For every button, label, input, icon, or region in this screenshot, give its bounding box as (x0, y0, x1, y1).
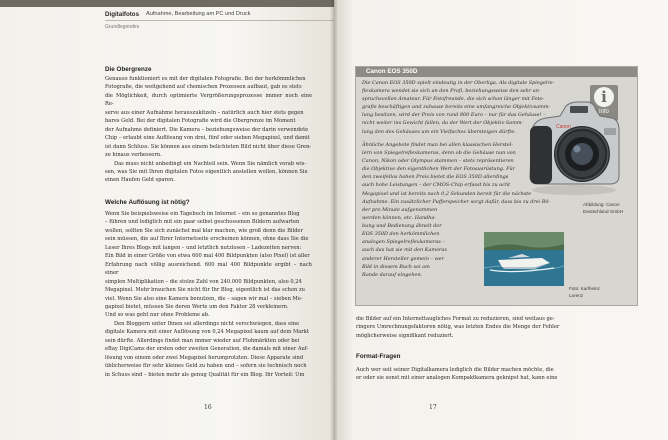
text-line: analogen Spiegelreflexkameras – (362, 239, 445, 246)
text-line: – führen und lediglich mit ein paar selbst geschossenen Bildern aufwarten (105, 219, 300, 226)
text-line: auch hohe Leistungen – der CMOS-Chip erfasst bis zu acht (362, 182, 511, 189)
paragraph-after-sidebar (356, 315, 632, 340)
text-line: Und so was geht nur ohne Probleme ab. (105, 312, 210, 319)
text-line: bung und Bedienung ähnelt der (362, 223, 442, 230)
paragraph-1 (105, 75, 312, 185)
sidebar-title: Canon EOS 350D (366, 68, 418, 75)
text-line: wollen, sollten Sie sich zunächst mal klar machen, wie groß denn die Bilder (105, 227, 303, 234)
running-head-subtitle: Aufnahme, Bearbeitung am PC und Druck (146, 11, 251, 17)
page-number-right: 17 (429, 404, 437, 411)
credit-line: Lorenz (569, 292, 584, 298)
text-line: sein müssen, die auf Ihrer Internetseite erscheinen können, ohne dass Sie die (105, 236, 309, 243)
text-line: Leser Ihres Blogs mit langen – und letztlich nutzlosen – Ladezeiten nerven: (105, 244, 302, 251)
sidebar-paragraph-3 (362, 206, 480, 279)
text-line: Rande darauf eingehen. (362, 271, 423, 278)
text-line: eBay DigiCams der ersten oder zweiten Generation, die damals mit einer Auf- (105, 346, 309, 353)
text-line: Canon, Nikon oder Olympus stammen – stets repräsentieren (362, 158, 514, 165)
text-line: er oder sie sonst mit einer analogen Kompaktkamera geknipst hat, kann eine (356, 375, 558, 382)
page-number-left: 16 (204, 404, 212, 411)
text-line: die Möglichkeit, durch optimierte Vergrößerungsprozesse immer noch eine Re- (105, 92, 312, 108)
text-line: Auch wer seit seiner Digitalkamera lediglich die Bilder machen möchte, die (356, 367, 554, 373)
text-line: Fotografie, die weitgehend auf chemischen Prozessen aufbaut, gab es stets (105, 84, 302, 91)
text-line: der pro Minute aufgenommen (362, 207, 438, 213)
text-line: Den Bloggern unter Ihnen sei allerdings nicht verschwiegen, dass eine (114, 320, 300, 327)
credit-line: Deutschland GmbH (583, 208, 624, 214)
text-line: Das muss nicht unbedingt ein Nachteil sein. Wenn Sie nämlich vorab wis- (114, 160, 307, 167)
text-line: anderer Hersteller gemein – wer (362, 255, 445, 262)
text-line: Die Canon EOS 350D spielt eindeutig in der Oberliga. Als digitale Spiegelre- (362, 80, 555, 86)
text-line: in Schuss sind – bieten mehr als genug Qualität für ein Blog. Ihr Vorteil: Um (105, 371, 305, 378)
text-line: auch das hat sie mit den Kameras (362, 247, 447, 254)
text-line: Wenn Sie beispielsweise ein Tagebuch im Internet – ein so genanntes Blog (105, 211, 300, 217)
svg-text:Canon: Canon (556, 124, 571, 130)
text-line: der Aufnahme definiert. Die Kamera – beziehungsweise der darin verwendete (105, 126, 309, 133)
text-line: Ein Bild in einer Größe von etwa 600 mal 400 Bildpunkten (also Pixel) ist aller (105, 253, 310, 260)
credit-line: Abbildung: Canon (583, 202, 620, 207)
text-line: die Bilder auf ein Internettaugliches Format zu reduzieren, sind weitaus ge- (356, 316, 555, 322)
heading-format-fragen: Format-Fragen (356, 353, 401, 360)
text-line: lung besitzen, wird der Preis von rund 800 Euro – nur für das Gehäuse! – (362, 112, 546, 119)
book-gutter (330, 0, 338, 440)
info-badge-label: info (599, 109, 609, 115)
info-i-icon: i (594, 87, 614, 107)
header-bar (0, 0, 334, 7)
text-line: ist dann Schluss. Sie können aus einem belichteten Bild nicht über diese Gren- (105, 143, 312, 150)
text-line: lösung von einem oder zwei Megapixel herumprotzten. Diese Apparate sind (105, 354, 304, 361)
text-line: serve aus einer Aufnahme herauszukitzeln – natürlich auch hier stets gegen (105, 109, 304, 116)
text-line: sen, was Sie mit Ihren digitalen Fotos eigentlich anstellen wollen, können Sie (105, 168, 308, 175)
text-line: grafie beschäftigen und zuhause bereits eine umfangreiche Objektivsamm- (362, 104, 551, 111)
text-line: Megapixel. Mehr brauchen Sie nicht für Ihr Blog, eigentlich ist das schon zu (105, 287, 305, 294)
boat-credit (569, 286, 600, 299)
text-line: ze hinaus verbessern. (105, 152, 162, 159)
text-line: üblicherweise für sehr kleines Geld zu haben und – sofern sie technisch noch (105, 363, 307, 370)
text-line: Megapixel und ist bereits nach 0,2 Sekunden bereit für die nächste (362, 190, 532, 197)
text-line: viel. Wenn Sie also eine Kamera benutzen, die – sagen wir mal – sieben Me- (105, 295, 303, 302)
text-line: Genauso funktioniert es mit der digitalen Fotografie. Bei der herkömmlichen (105, 76, 306, 82)
camera-credit (583, 202, 623, 215)
text-line: lern von Spiegelreflexkameras, denn ob die Gehäuse nun von (362, 150, 516, 157)
paragraph-3 (105, 210, 312, 379)
heading-obergrenze: Die Obergrenze (105, 66, 152, 73)
text-line: simplen Multiplikation – die stolze Zahl von 240.000 Bildpunkten, also 0,24 (105, 278, 302, 285)
text-line: ringere Umrechnungsfaktoren nötig, was letzten Endes die Menge der Fehler (356, 324, 560, 331)
boat-photo (484, 232, 564, 286)
text-line: gapixel bietet, müssen Sie deren Werte um den Faktor 28 verkleinern. (105, 303, 289, 310)
paragraph-last (356, 366, 632, 383)
text-line: nicht weiter ins Gewicht fallen, da der Wert der Objektiv-Samm- (362, 120, 524, 127)
text-line: die Objektive den eigentlichen Wert der Fotoausrüstung. Für (362, 166, 516, 173)
text-line: lung den des Gehäuses um ein Vielfaches übersteigen dürfte. (362, 128, 516, 135)
text-line: möglicherweise signifikant reduziert. (356, 332, 454, 339)
text-line: Chip – erlaubt eine Auflösung von drei, fünf oder sieben Megapixel, und damit (105, 135, 310, 142)
text-line: den zweifellos hohen Preis bietet die EOS 350D allerdings (362, 174, 509, 181)
running-head-title: Digitalfotos (105, 11, 140, 18)
text-line: werden können, etc. Handha- (362, 215, 437, 222)
text-line: einen Haufen Geld sparen. (105, 177, 175, 184)
text-line: Bild in diesem Buch sei am (362, 263, 430, 270)
text-line: Ähnliche Angebote findet man bei allen klassischen Herstel- (362, 142, 514, 148)
heading-aufloesung: Welche Auflösung ist nötig? (105, 199, 190, 206)
text-line: bares Geld. Bei der digitalen Fotografie wird die Obergrenze im Moment (105, 118, 296, 125)
text-line: EOS 350D den herkömmlichen (362, 231, 440, 238)
text-line: Aufnahme. Ein zusätzlicher Pufferspeicher sorgt dafür, dass bis zu drei Bil- (362, 198, 551, 205)
text-line: sein dürfte. Allerdings findet man immer wieder auf Flohmärkten oder bei (105, 337, 300, 344)
camera-photo (522, 92, 622, 197)
credit-line: Foto: Karlheinz (569, 286, 600, 291)
text-line: spruchsvollen Amateur. Für Fotofreunde, die sich schon länger mit Foto- (362, 96, 545, 103)
header-rule (105, 20, 334, 21)
text-line: digitale Kamera mit einer Auflösung von 0,24 Megapixel kaum auf dem Markt (105, 329, 309, 336)
section-label: Grundlegendes (105, 24, 140, 30)
sidebar-title-bar (356, 67, 637, 77)
text-line: flexkamera wendet sie sich an den Profi, beziehungsweise den sehr an- (362, 88, 541, 95)
text-line: Erfahrung nach völlig ausreichend. 600 mal 400 Bildpunkte ergibt – nach einer (105, 261, 312, 277)
